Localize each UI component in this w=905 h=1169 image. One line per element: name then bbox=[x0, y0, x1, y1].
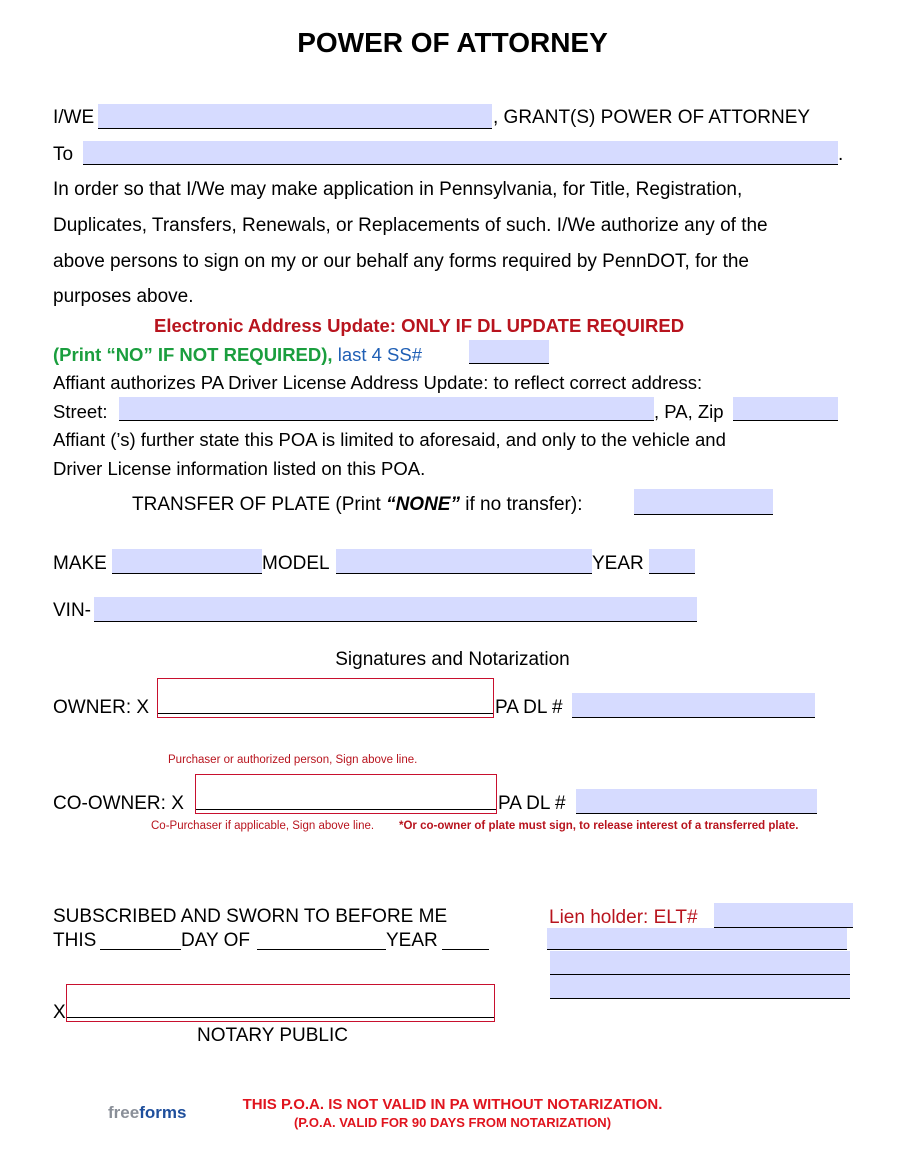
owner-label: OWNER: X bbox=[53, 697, 150, 718]
grantee-label: To bbox=[53, 144, 74, 165]
owner-pa-dl-field[interactable] bbox=[572, 693, 815, 718]
grantor-name-field[interactable] bbox=[98, 104, 492, 129]
notary-public-label: NOTARY PUBLIC bbox=[197, 1025, 348, 1046]
page-title: POWER OF ATTORNEY bbox=[297, 27, 608, 58]
print-no-note: (Print “NO” IF NOT REQUIRED), bbox=[53, 344, 333, 365]
notary-x-label: X bbox=[53, 1002, 66, 1023]
coowner-sign-note: Co-Purchaser if applicable, Sign above line. bbox=[151, 820, 375, 832]
street-label: Street: bbox=[53, 401, 108, 422]
body-line-2: Duplicates, Transfers, Renewals, or Replacements of such. I/We authorize any of the bbox=[53, 215, 768, 236]
year-label: YEAR bbox=[592, 553, 644, 574]
owner-pa-dl-label: PA DL # bbox=[495, 697, 563, 718]
transfer-plate-label bbox=[132, 494, 582, 516]
coowner-signature-box[interactable] bbox=[195, 774, 497, 814]
vin-field[interactable] bbox=[94, 597, 697, 622]
lien-holder-line-3[interactable] bbox=[550, 975, 850, 999]
notary-month-line[interactable] bbox=[257, 949, 386, 950]
transfer-plate-suffix: if no transfer): bbox=[459, 494, 583, 515]
notary-signature-box[interactable] bbox=[66, 984, 495, 1022]
street-field[interactable] bbox=[119, 397, 654, 421]
make-label: MAKE bbox=[53, 553, 107, 574]
coowner-pa-dl-label: PA DL # bbox=[498, 793, 566, 814]
coowner-pa-dl-field[interactable] bbox=[576, 789, 817, 814]
transfer-plate-prefix: TRANSFER OF PLATE (Print bbox=[132, 494, 387, 515]
notary-day-line[interactable] bbox=[100, 949, 181, 950]
day-of-label: DAY OF bbox=[181, 930, 250, 951]
validity-note: (P.O.A. VALID FOR 90 DAYS FROM NOTARIZATION) bbox=[293, 1115, 612, 1130]
this-label: THIS bbox=[53, 930, 97, 951]
coowner-label: CO-OWNER: X bbox=[53, 793, 184, 814]
make-field[interactable] bbox=[112, 549, 262, 574]
freeforms-logo-free: free bbox=[108, 1103, 140, 1122]
lien-holder-line-1[interactable] bbox=[547, 928, 847, 950]
model-field[interactable] bbox=[336, 549, 592, 574]
model-label: MODEL bbox=[262, 553, 330, 574]
owner-sign-note: Purchaser or authorized person, Sign above line. bbox=[168, 754, 418, 766]
grant-poa-label: , GRANT(S) POWER OF ATTORNEY bbox=[493, 107, 811, 128]
owner-signature-box[interactable] bbox=[157, 678, 494, 718]
affiant-address-text: Affiant authorizes PA Driver License Address Update: to reflect correct address: bbox=[53, 372, 703, 393]
limited-line-1: Affiant (’s) further state this POA is limited to aforesaid, and only to the vehicle and bbox=[53, 429, 726, 450]
notary-year-line[interactable] bbox=[442, 949, 489, 950]
year-field[interactable] bbox=[649, 549, 695, 574]
grantee-period: . bbox=[838, 144, 844, 165]
last4-ss-field[interactable] bbox=[469, 340, 549, 364]
pa-zip-label: , PA, Zip bbox=[654, 401, 724, 422]
print-no-line bbox=[53, 344, 422, 366]
body-line-4: purposes above. bbox=[53, 286, 194, 307]
grantee-name-field[interactable] bbox=[83, 141, 838, 165]
sworn-label: SUBSCRIBED AND SWORN TO BEFORE ME bbox=[53, 906, 448, 927]
lien-holder-elt-field[interactable] bbox=[714, 903, 853, 928]
freeforms-logo-forms: forms bbox=[139, 1103, 187, 1122]
lien-holder-line-2[interactable] bbox=[550, 951, 850, 975]
address-update-condition: ONLY IF DL UPDATE REQUIRED bbox=[401, 315, 685, 336]
grantor-label: I/WE bbox=[53, 107, 95, 128]
zip-field[interactable] bbox=[733, 397, 838, 421]
signatures-heading: Signatures and Notarization bbox=[335, 649, 570, 670]
plate-release-note: *Or co-owner of plate must sign, to release interest of a transferred plate. bbox=[399, 820, 799, 832]
lien-holder-label: Lien holder: ELT# bbox=[549, 907, 698, 928]
address-update-title: Electronic Address Update bbox=[154, 315, 390, 336]
notary-year-label: YEAR bbox=[386, 930, 438, 951]
last4-ss-label: last 4 SS# bbox=[332, 344, 423, 365]
transfer-plate-none: “NONE” bbox=[386, 494, 460, 515]
address-update-colon: : bbox=[389, 315, 402, 336]
body-line-3: above persons to sign on my or our behalf any forms required by PennDOT, for the bbox=[53, 251, 749, 272]
notarization-warning: THIS P.O.A. IS NOT VALID IN PA WITHOUT NOTARIZATION. bbox=[242, 1096, 663, 1113]
vin-label: VIN- bbox=[53, 600, 91, 621]
body-line-1: In order so that I/We may make application in Pennsylvania, for Title, Registration, bbox=[53, 179, 743, 200]
limited-line-2: Driver License information listed on this POA. bbox=[53, 458, 426, 479]
transfer-plate-field[interactable] bbox=[634, 489, 773, 515]
address-update-heading bbox=[154, 315, 684, 337]
